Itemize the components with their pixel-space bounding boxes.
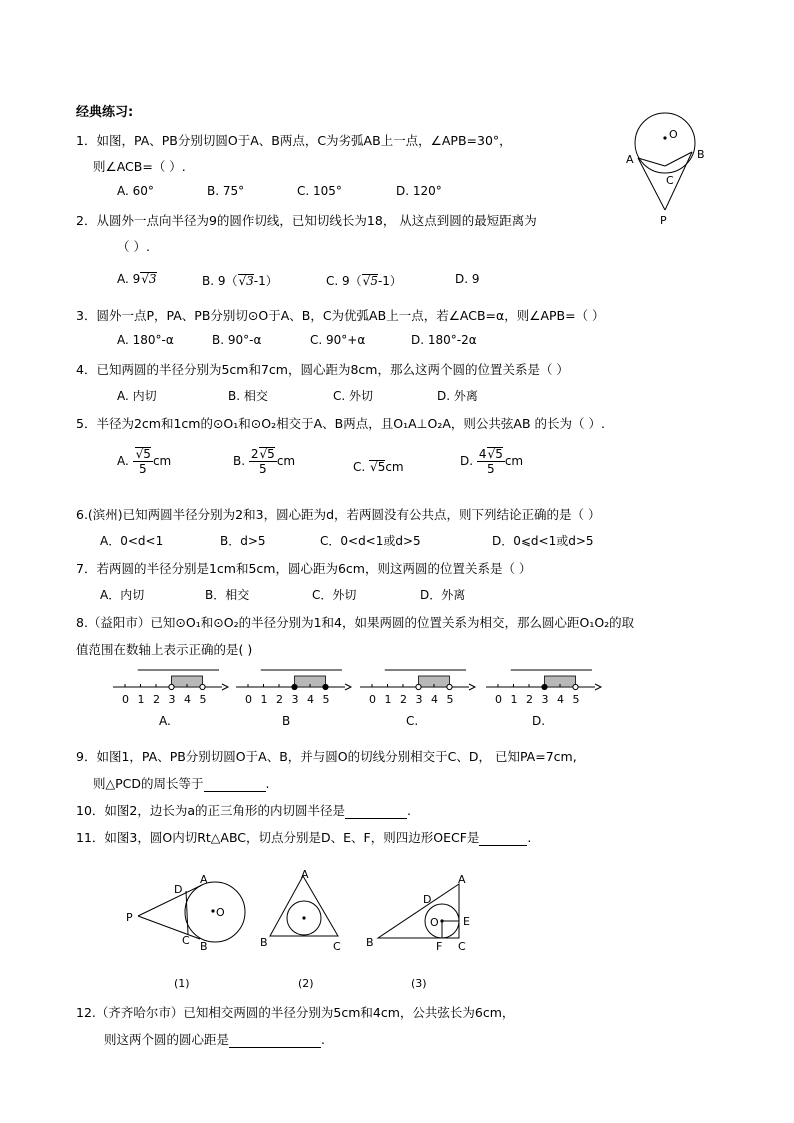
q8-d-tick-label-1: 1: [510, 693, 518, 706]
q4-option-d: D. 外离: [437, 389, 478, 403]
fig3-label-a: A: [458, 873, 466, 886]
q8-line1: 8.（益阳市）已知⊙O₁和⊙O₂的半径分别为1和4，如果两圆的位置关系为相交，那么圆心距O₁O₂的取: [76, 615, 635, 630]
q11-text: 11．如图3，圆O内切Rt△ABC，切点分别是D、E、F，则四边形OECF是: [76, 830, 480, 845]
q8-a-tick-label-0: 0: [122, 693, 129, 706]
q5-a-unit: cm: [152, 454, 172, 469]
q2-option-a-radicand: 3: [148, 272, 157, 286]
q3-option-c: C. 90°+α: [310, 333, 366, 347]
q8-d-tick-label-0: 0: [495, 693, 502, 706]
q8-c-tick-label-1: 1: [384, 693, 392, 706]
q8-d-tick-label-3: 3: [541, 693, 549, 706]
fig3-label-d: D: [423, 893, 432, 906]
q1-option-b: B. 75°: [207, 184, 245, 198]
q6-option-d: D．0⩽d<1或d>5: [492, 534, 594, 548]
q5-b-unit: cm: [276, 454, 296, 469]
q8-c-tick-label-4: 4: [431, 693, 438, 706]
q8-a-endpoint-right: [200, 684, 205, 689]
q8-a-tick-label-1: 1: [137, 693, 145, 706]
q5-d-den: 5: [487, 462, 495, 477]
fig1-tangent-pb: [138, 916, 200, 939]
q9-line1: 9．如图1，PA、PB分别切圆O于A、B，并与圆O的切线分别相交于C、D， 已知PA=7cm,: [76, 749, 577, 764]
q2-option-b: [202, 272, 278, 289]
q10-answer-blank[interactable]: [345, 803, 407, 819]
q10-end: .: [407, 803, 412, 818]
q4-option-c: C. 外切: [333, 389, 374, 403]
fig3-center-dot: [440, 919, 443, 922]
q8-c-tick-label-2: 2: [400, 693, 407, 706]
q3-option-a: A. 180°-α: [117, 333, 174, 347]
fig2-label-c: C: [333, 940, 341, 953]
fig3-triangle: [378, 884, 459, 938]
q8-d-endpoint-left: [542, 684, 547, 689]
q8-c-label: C.: [406, 714, 419, 728]
q2-option-c-radicand: 5: [370, 274, 378, 288]
fig3-label-o: O: [430, 916, 439, 929]
q8-b-endpoint-left: [292, 684, 297, 689]
q6-option-c: C．0<d<1或d>5: [320, 534, 421, 548]
q2-option-c-text: C. 9（: [326, 274, 362, 288]
q8-c-tick-label-0: 0: [369, 693, 376, 706]
q8-c-endpoint-right: [447, 684, 452, 689]
q5-option-c: C. √5cm: [353, 460, 404, 474]
q8-a-tick-label-2: 2: [153, 693, 160, 706]
q12-line1: 12.（齐齐哈尔市）已知相交两圆的半径分别为5cm和4cm，公共弦长为6cm，: [76, 1005, 515, 1020]
q12-line2-text: 则这两个圆的圆心距是: [104, 1032, 230, 1047]
q2-option-b-sqrt: √3: [238, 274, 254, 288]
q5-d-coef: 4: [478, 447, 487, 461]
q8-b-tick-label-5: 5: [322, 693, 330, 706]
fig2-triangle: [270, 876, 338, 936]
q8-b-arrow: [345, 684, 351, 690]
q5-option-a-label: A.: [117, 454, 129, 469]
q9-answer-blank[interactable]: [204, 776, 266, 792]
q8-c-tick-label-3: 3: [415, 693, 423, 706]
q5-c-radicand: 5: [377, 460, 386, 474]
q8-b-label: B: [282, 714, 291, 728]
q5-c-unit: cm: [385, 460, 404, 474]
q2-option-a-text: A. 9: [117, 272, 141, 286]
q1-label-b: B: [697, 148, 705, 161]
q7-option-c: C．外切: [312, 588, 357, 602]
q6-option-b: B．d>5: [220, 534, 266, 548]
fig3-label-e: E: [463, 915, 470, 928]
q5-d-radicand: 5: [495, 447, 503, 461]
q8-a-tick-label-5: 5: [199, 693, 207, 706]
q3-option-b: B. 90°-α: [212, 333, 262, 347]
q5-option-b-fraction: $\frac{2√5}{5}$: [250, 447, 275, 477]
q7-option-a: A．内切: [100, 588, 145, 602]
q5-option-a-fraction: $\frac{√5}{5}$: [133, 447, 153, 476]
q1-chord-bc: [665, 152, 692, 166]
q8-c-arrow: [469, 684, 475, 690]
q11-answer-blank[interactable]: [479, 830, 527, 846]
q2-option-a-sqrt: √3: [141, 272, 157, 286]
q7-option-d: D．外离: [420, 588, 466, 602]
fig2-center-dot: [302, 916, 305, 919]
q1-line2: 则∠ACB=（ ）.: [93, 159, 186, 174]
fig1-tangent-pa: [138, 885, 202, 916]
fig3-label-f: F: [436, 940, 443, 953]
q8-line2: 值范围在数轴上表示正确的是( ): [76, 642, 253, 657]
q4-line1: 4．已知两圆的半径分别为5cm和7cm，圆心距为8cm，那么这两个圆的位置关系是（ ）: [76, 362, 569, 377]
q9-line2-end: .: [265, 776, 270, 791]
fig2-label-a: A: [301, 868, 309, 881]
fig2-label-b: B: [260, 936, 268, 949]
q8-d-tick-label-4: 4: [557, 693, 564, 706]
q8-b-tick-label-0: 0: [245, 693, 252, 706]
q8-a-arrow: [222, 684, 228, 690]
q8-d-tick-label-5: 5: [572, 693, 580, 706]
q1-label-c: C: [666, 174, 674, 187]
fig3-label-b: B: [366, 936, 374, 949]
q1-option-c: C. 105°: [297, 184, 342, 198]
section-heading: 经典练习:: [76, 105, 134, 120]
q8-a-tick-label-3: 3: [168, 693, 176, 706]
q3-line1: 3．圆外一点P，PA、PB分别切⊙O于A、B，C为优弧AB上一点，若∠ACB=α，则∠APB=（ ）: [76, 308, 605, 323]
q3-option-d: D. 180°-2α: [411, 333, 477, 347]
q8-a-endpoint-left: [169, 684, 174, 689]
q8-b-tick-label-4: 4: [307, 693, 314, 706]
q10-line: [76, 801, 411, 819]
q1-line1: 1．如图，PA、PB分别切圆O于A、B两点，C为劣弧AB上一点，∠APB=30°，: [76, 133, 512, 148]
fig1-tangent-cd: [186, 891, 188, 934]
q7-option-b: B．相交: [205, 588, 250, 602]
q8-a-tick-label-4: 4: [184, 693, 191, 706]
q2-option-c-suffix: -1）: [377, 274, 402, 288]
q5-d-unit: cm: [504, 454, 524, 469]
q5-a-den: 5: [138, 462, 147, 477]
q4-option-b: B. 相交: [228, 389, 268, 403]
q12-line2-end: .: [321, 1032, 325, 1047]
fig1-label-b: B: [200, 940, 208, 953]
q8-a-label: A.: [159, 714, 171, 728]
q1-option-d: D. 120°: [396, 184, 442, 198]
q5-option-b-label: B.: [233, 454, 246, 469]
q8-d-label: D.: [532, 714, 546, 728]
q8-d-endpoint-right: [573, 684, 578, 689]
q5-option-a: [117, 447, 171, 476]
fig2-caption: (2): [298, 977, 314, 990]
q8-b-tick-label-2: 2: [276, 693, 283, 706]
q9-line2: [93, 774, 270, 792]
q2-option-b-radicand: 3: [246, 274, 254, 288]
q1-option-a: A. 60°: [117, 184, 154, 198]
q6-line1: 6.(滨州)已知两圆半径分别为2和3，圆心距为d，若两圆没有公共点，则下列结论正确的是（ ）: [76, 507, 601, 522]
q8-number-lines: [110, 660, 620, 730]
q2-option-c-sqrt: √5: [362, 274, 378, 288]
q8-d-tick-label-2: 2: [526, 693, 533, 706]
q9-line2-text: 则△PCD的周长等于: [93, 776, 204, 791]
q8-d-arrow: [595, 684, 601, 690]
figure-3: [362, 866, 482, 956]
q11-end: .: [527, 830, 532, 845]
fig1-label-o: O: [216, 906, 225, 919]
q6-option-a: A．0<d<1: [100, 534, 164, 548]
q5-b-coef: 2: [250, 447, 259, 461]
fig1-label-a: A: [200, 873, 208, 886]
fig1-label-c: C: [182, 934, 190, 947]
q8-b-tick-label-1: 1: [260, 693, 268, 706]
q7-line1: 7．若两圆的半径分别是1cm和5cm，圆心距为6cm，则这两圆的位置关系是（ ）: [76, 561, 532, 576]
q5-option-d-fraction: $\frac{4√5}{5}$: [478, 447, 503, 477]
q5-option-c-label: C.: [353, 460, 366, 474]
q2-option-b-suffix: -1）: [253, 274, 278, 288]
q5-line1: 5．半径为2cm和1cm的⊙O₁和⊙O₂相交于A、B两点，且O₁A⊥O₂A，则公共弦AB 的长为（ ）.: [76, 416, 605, 431]
q5-a-radicand: 5: [143, 447, 151, 461]
q8-b-tick-label-3: 3: [291, 693, 299, 706]
q5-option-d: [460, 447, 523, 476]
figure-1: [120, 866, 255, 956]
q12-line2: [104, 1030, 325, 1048]
q10-text: 10．如图2，边长为a的正三角形的内切圆半径是: [76, 803, 346, 818]
q5-option-d-label: D.: [460, 454, 474, 469]
q8-c-endpoint-left: [416, 684, 421, 689]
figure-2: [258, 866, 353, 956]
q2-line2: （ ）.: [117, 239, 150, 254]
q2-option-b-text: B. 9（: [202, 274, 238, 288]
q1-figure: [620, 108, 720, 228]
q5-option-b: [233, 447, 295, 476]
q1-tangent-pa: [638, 158, 665, 210]
q1-label-p: P: [660, 214, 667, 227]
q1-center-dot: [663, 136, 666, 139]
q8-c-tick-label-5: 5: [446, 693, 454, 706]
q1-label-a: A: [626, 153, 634, 166]
q5-b-radicand: 5: [267, 447, 275, 461]
q1-label-o: O: [669, 128, 678, 141]
q2-option-c: [326, 272, 402, 289]
q2-line1: 2．从圆外一点向半径为9的圆作切线，已知切线长为18， 从这点到圆的最短距离为: [76, 213, 537, 228]
fig1-label-d: D: [174, 883, 183, 896]
q4-option-a: A. 内切: [117, 389, 157, 403]
q11-line: [76, 828, 531, 846]
q12-answer-blank[interactable]: [229, 1032, 321, 1048]
fig3-label-c: C: [458, 940, 466, 953]
fig3-caption: (3): [411, 977, 427, 990]
fig1-center-dot: [211, 909, 214, 912]
q2-option-d: D. 9: [455, 272, 480, 286]
q5-b-den: 5: [259, 462, 267, 477]
q8-b-endpoint-right: [323, 684, 328, 689]
fig1-caption: (1): [174, 977, 190, 990]
fig1-label-p: P: [126, 911, 133, 924]
q2-option-a: [117, 272, 157, 286]
fig1-circle: [185, 882, 245, 942]
